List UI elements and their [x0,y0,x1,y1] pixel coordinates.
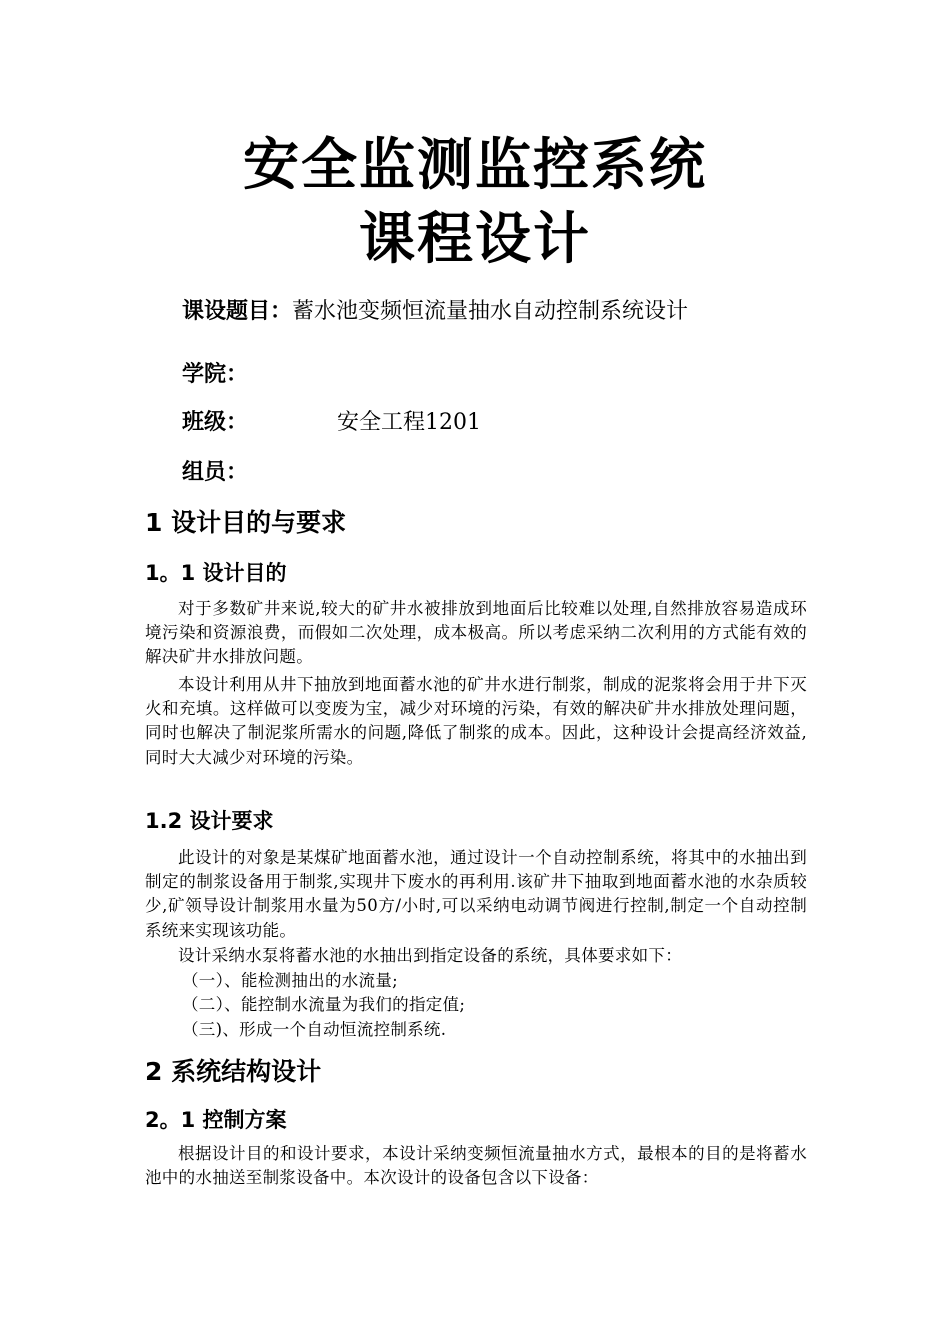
section-1-1-paragraph-1: 对于多数矿井来说,较大的矿井水被排放到地面后比较难以处理,自然排放容易造成环境污染和资源浪费，而假如二次处理，成本极高。所以考虑采纳二次利用的方式能有效的解决矿井水排放问题。 [145,599,807,667]
section-1-2-heading: 1.2 设计要求 [145,809,274,833]
section-1-2-paragraph-2: 设计采纳水泵将蓄水池的水抽出到指定设备的系统，具体要求如下： [178,946,682,965]
section-2-heading: 2 系统结构设计 [145,1057,322,1086]
section-1-heading: 1 设计目的与要求 [145,508,347,537]
info-row-class [182,405,481,441]
requirement-list-item-1: （一）、能检测抽出的水流量; [182,971,399,990]
info-row-members [182,455,248,491]
section-2-1-heading: 2。1 控制方案 [145,1108,287,1132]
college-label: 学院： [182,362,249,387]
section-1-1-paragraph-2: 本设计利用从井下抽放到地面蓄水池的矿井水进行制浆，制成的泥浆将会用于井下灭火和充填。这样做可以变废为宝，减少对环境的污染，有效的解决矿井水排放处理问题，同时也解决了制泥浆所需水的问题,降低了制浆的成本。因此，这种设计会提高经济效益,同时大大减少对环境的污染。 [145,675,807,767]
members-label: 组员： [182,460,249,485]
info-row-topic [182,294,688,330]
class-value: 安全工程1201 [337,410,481,435]
topic-label: 课设题目： [182,299,293,324]
info-row-college [182,357,248,393]
section-2-1-paragraph-1: 根据设计目的和设计要求，本设计采纳变频恒流量抽水方式，最根本的目的是将蓄水池中的水抽送至制浆设备中。本次设计的设备包含以下设备： [145,1144,807,1188]
document-title-line-1: 安全监测监控系统 [243,133,707,198]
section-1-2-paragraph-1: 此设计的对象是某煤矿地面蓄水池，通过设计一个自动控制系统，将其中的水抽出到制定的制浆设备用于制浆,实现井下废水的再利用.该矿井下抽取到地面蓄水池的水杂质较少,矿领导设计制浆用水量为50方/小时,可以采纳电动调节阀进行控制,制定一个自动控制系统来实现该功能。 [145,848,807,940]
requirement-list-item-3: （三)、形成一个自动恒流控制系统. [182,1020,447,1039]
section-1-1-heading: 1。1 设计目的 [145,561,287,585]
class-label: 班级： [182,410,249,435]
requirement-list-item-2: （二）、能控制水流量为我们的指定值; [182,995,466,1014]
topic-value: 蓄水池变频恒流量抽水自动控制系统设计 [292,299,689,324]
document-title-line-2: 课程设计 [359,207,591,272]
